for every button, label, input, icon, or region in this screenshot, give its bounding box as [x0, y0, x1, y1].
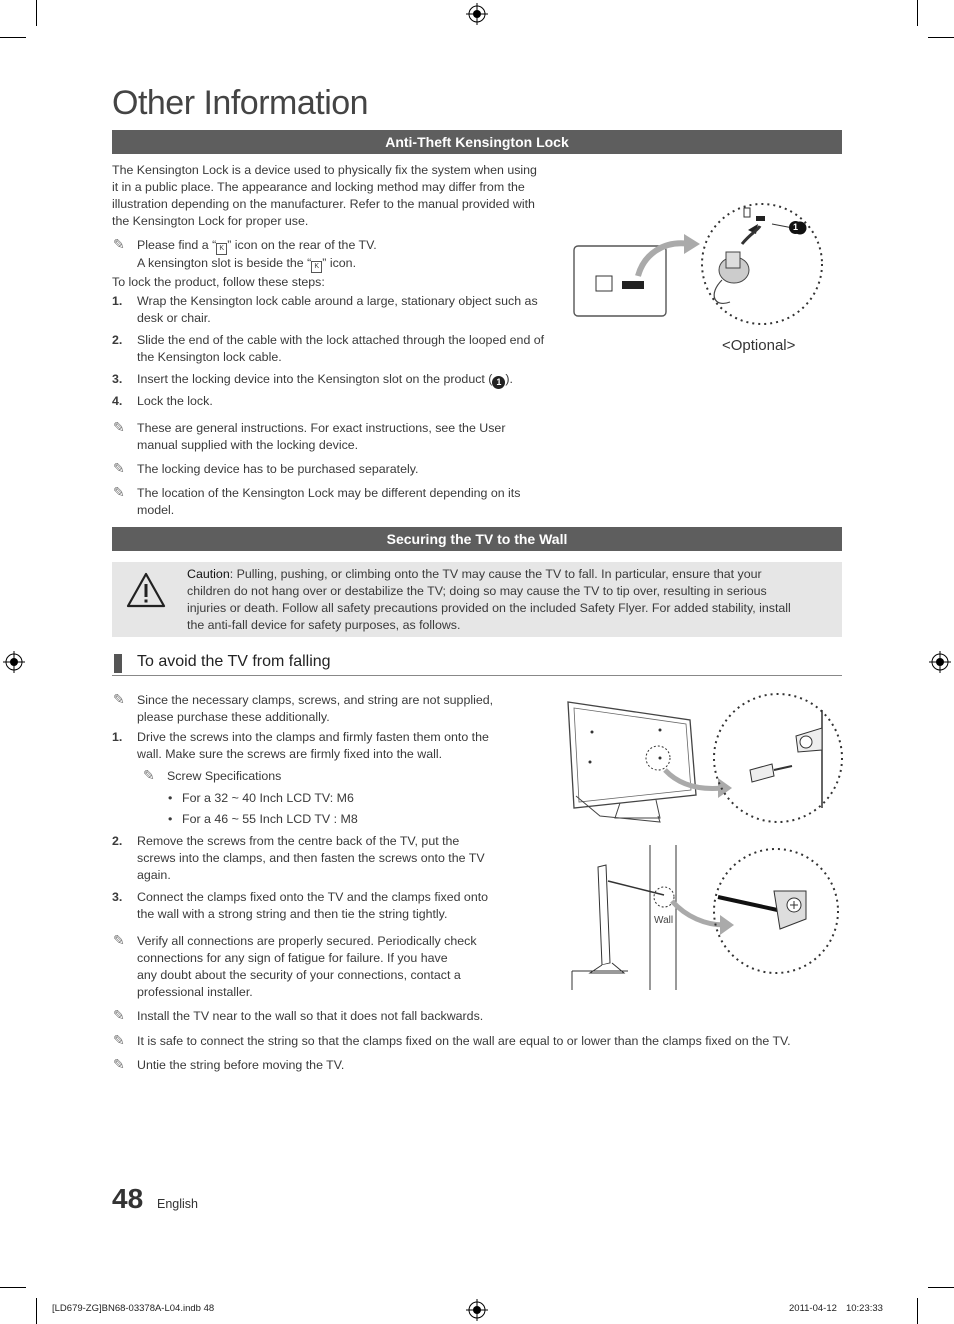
text-line: Untie the string before moving the TV. — [137, 1058, 345, 1072]
section-heading-kensington: Anti-Theft Kensington Lock — [112, 130, 842, 154]
text-line: screws into the clamps, and then fasten the screws onto the TV — [137, 851, 485, 865]
step-number: 1. — [112, 294, 123, 308]
text-line: Connect the clamps fixed onto the TV and the clamps fixed onto — [137, 890, 489, 904]
pencil-note-icon: ✎ — [143, 767, 155, 783]
text-line: model. — [137, 503, 175, 517]
text-line: any doubt about the security of your connections, contact a — [137, 968, 461, 982]
text-line: Slide the end of the cable with the lock attached through the looped end of — [137, 333, 545, 347]
subheading-marker — [114, 654, 122, 673]
pencil-note-icon: ✎ — [113, 932, 125, 948]
caution-box — [112, 562, 842, 637]
text-line: Remove the screws from the centre back of the TV, put the — [137, 834, 460, 848]
text-line: the Kensington lock cable. — [137, 350, 282, 364]
text-fragment: Insert the locking device into the Kensington slot on the product ( — [137, 372, 493, 386]
text-line: Wrap the Kensington lock cable around a large, stationary object such as — [137, 294, 538, 308]
text-line: These are general instructions. For exact instructions, see the User — [137, 421, 506, 435]
text-line: connections for any sign of fatigue for failure. If you have — [137, 951, 448, 965]
text-fragment: ” icon on the rear of the TV. — [227, 238, 377, 252]
step-number: 3. — [112, 372, 123, 386]
text-fragment: ). — [505, 372, 513, 386]
page-title: Other Information — [112, 84, 369, 122]
wall-step-2 — [112, 833, 527, 884]
text-line: Verify all connections are properly secured. Periodically check — [137, 934, 477, 948]
text-line: it in a public place. The appearance and locking method may differ from the — [112, 180, 525, 194]
text-line: The locking device has to be purchased separately. — [137, 462, 419, 476]
kensington-intro — [112, 162, 562, 230]
note-find-icon — [113, 236, 557, 273]
text-line: For a 32 ~ 40 Inch LCD TV: M6 — [182, 791, 354, 805]
step-number: 2. — [112, 834, 123, 848]
footer-file-info: [LD679-ZG]BN68-03378A-L04.indb 48 — [52, 1303, 215, 1314]
note-safe-connection — [113, 1032, 842, 1050]
text-line: desk or chair. — [137, 311, 211, 325]
wall-label: Wall — [654, 915, 674, 926]
crop-mark — [928, 37, 954, 38]
subheading-avoid-falling — [112, 652, 842, 676]
page-language: English — [157, 1197, 198, 1211]
steps-intro: To lock the product, follow these steps: — [112, 275, 325, 289]
text-line: the anti-fall device for safety purposes, as follows. — [187, 618, 461, 632]
text-line: please purchase these additionally. — [137, 710, 330, 724]
text-line: Screw Specifications — [167, 769, 282, 783]
caution-text — [187, 566, 837, 634]
tv-back-clamp-illustration — [560, 690, 844, 830]
callout-1-icon: 1 — [789, 221, 802, 234]
step-number: 2. — [112, 333, 123, 347]
pencil-note-icon: ✎ — [113, 691, 125, 707]
text-line: manual supplied with the locking device. — [137, 438, 359, 452]
registration-mark-icon — [929, 651, 951, 673]
note-location — [113, 484, 557, 519]
text-line: Install the TV near to the wall so that it does not fall backwards. — [137, 1009, 484, 1023]
step-number: 1. — [112, 730, 123, 744]
note-verify — [113, 932, 527, 1001]
text-line: illustration depending on the manufacturer. Refer to the manual provided with — [112, 197, 535, 211]
pencil-note-icon: ✎ — [113, 484, 125, 500]
wall-step-1 — [112, 729, 527, 763]
pencil-note-icon: ✎ — [113, 419, 125, 435]
crop-mark — [36, 1298, 37, 1324]
text-line: professional installer. — [137, 985, 253, 999]
text-line: wall. Make sure the screws are firmly fixed into the wall. — [137, 747, 443, 761]
text-line: children do not hang over or destabilize the TV; doing so may cause the TV to tip over, resulting in serious — [187, 584, 767, 598]
subheading-text: To avoid the TV from falling — [137, 653, 331, 670]
pencil-note-icon: ✎ — [113, 236, 125, 252]
text-fragment: Please find a “ — [137, 238, 217, 252]
text-line: injuries or death. Follow all safety precautions provided on the included Safety Flyer. For added stability, install — [187, 601, 791, 615]
screw-spec-note — [143, 767, 467, 785]
text-line: Since the necessary clamps, screws, and string are not supplied, — [137, 693, 494, 707]
footer-timestamp: 2011-04-12 10:23:33 — [789, 1303, 883, 1314]
section-heading-wall: Securing the TV to the Wall — [112, 527, 842, 551]
text-line: the wall with a strong string and then tie the string tightly. — [137, 907, 448, 921]
note-near-wall — [113, 1007, 837, 1025]
kensington-lock-illustration — [572, 188, 834, 348]
note-purchase — [113, 460, 557, 478]
text-line: The location of the Kensington Lock may be different depending on its — [137, 486, 521, 500]
crop-mark — [917, 0, 918, 26]
note-untie — [113, 1056, 837, 1074]
registration-mark-icon — [466, 1299, 488, 1321]
text-line: The Kensington Lock is a device used to physically fix the system when using — [112, 163, 537, 177]
text-line: the Kensington Lock for proper use. — [112, 214, 309, 228]
text-line: For a 46 ~ 55 Inch LCD TV : M8 — [182, 812, 358, 826]
pencil-note-icon: ✎ — [113, 460, 125, 476]
pencil-note-icon: ✎ — [113, 1007, 125, 1023]
screw-spec-item — [168, 811, 482, 828]
optional-label: <Optional> — [722, 337, 796, 354]
page-number: 48 — [112, 1183, 144, 1214]
registration-mark-icon — [3, 651, 25, 673]
pencil-note-icon: ✎ — [113, 1056, 125, 1072]
crop-mark — [928, 1287, 954, 1288]
text-fragment: : Pulling, pushing, or climbing onto the TV may cause the TV to fall. In particular, ensure that your — [229, 567, 762, 581]
text-line: again. — [137, 868, 171, 882]
crop-mark — [36, 0, 37, 26]
crop-mark — [0, 37, 26, 38]
text-fragment: A kensington slot is beside the “ — [137, 256, 312, 270]
wall-step-3 — [112, 889, 527, 923]
callout-1-icon: 1 — [492, 376, 505, 389]
crop-mark — [0, 1287, 26, 1288]
kensington-step-4 — [112, 393, 577, 410]
warning-triangle-icon — [126, 572, 166, 608]
caution-label: Caution — [187, 567, 230, 581]
kensington-step-2 — [112, 332, 577, 366]
bullet-icon: • — [168, 791, 173, 805]
bullet-icon: • — [168, 812, 173, 826]
text-line: Drive the screws into the clamps and firmly fasten them onto the — [137, 730, 489, 744]
screw-spec-item — [168, 790, 482, 807]
note-general — [113, 419, 557, 454]
tv-wall-string-illustration — [568, 845, 844, 993]
step-number: 4. — [112, 394, 123, 408]
kensington-step-3 — [112, 371, 577, 389]
text-line: Lock the lock. — [137, 394, 213, 408]
kensington-k-icon: K — [311, 261, 322, 273]
pencil-note-icon: ✎ — [113, 1032, 125, 1048]
text-fragment: ” icon. — [322, 256, 357, 270]
text-line: It is safe to connect the string so that the clamps fixed on the wall are equal to or lower than the clamps fixed on the TV. — [137, 1034, 791, 1048]
registration-mark-icon — [466, 3, 488, 25]
kensington-k-icon: K — [216, 243, 227, 255]
note-clamps — [113, 691, 527, 726]
crop-mark — [917, 1298, 918, 1324]
step-number: 3. — [112, 890, 123, 904]
kensington-step-1 — [112, 293, 577, 327]
